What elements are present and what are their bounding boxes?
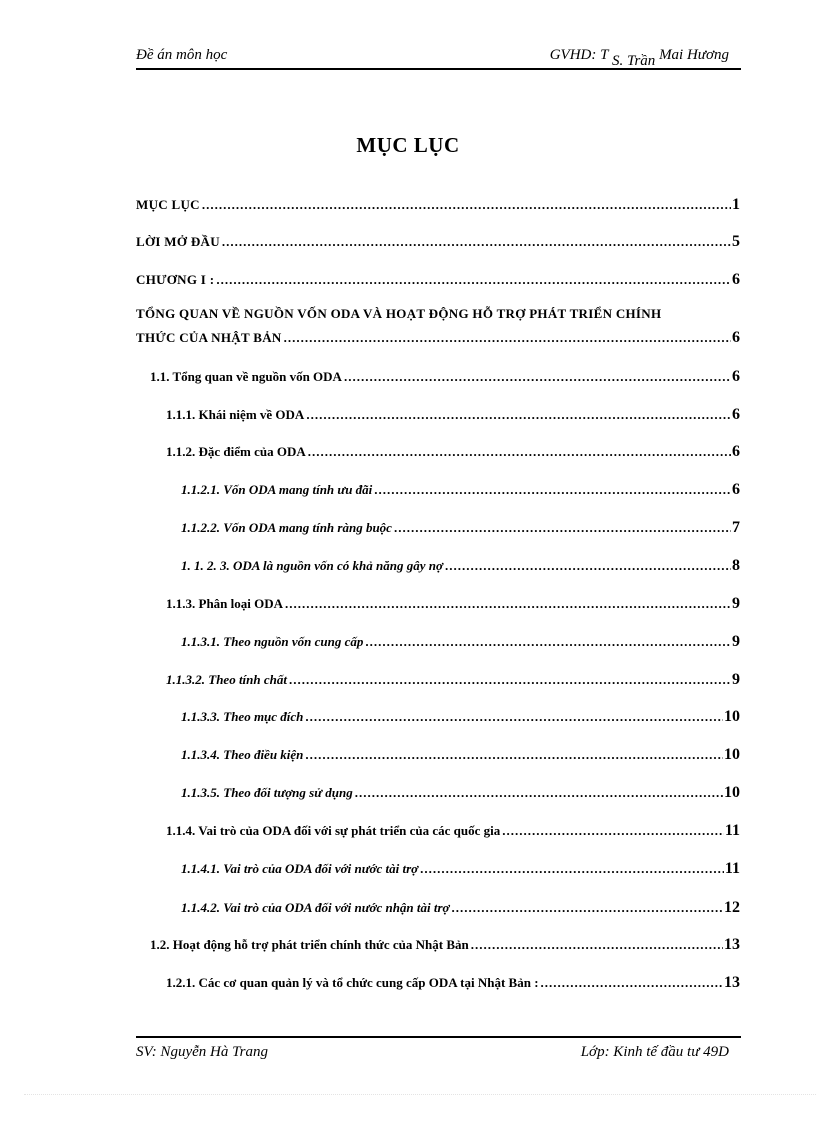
toc-page-number: 8 (732, 557, 740, 574)
toc-leader-dots (216, 272, 731, 288)
toc-entry-label: LỜI MỞ ĐẦU (136, 234, 220, 249)
toc-entry-label: 1.2.1. Các cơ quan quản lý và tổ chức cung cấp ODA tại Nhật Bản : (166, 975, 539, 990)
toc-page-number: 13 (724, 936, 740, 953)
toc-entry-label: 1.1.3.1. Theo nguồn vốn cung cấp (181, 634, 364, 649)
toc-entry-label: 1.1.3.4. Theo điều kiện (181, 747, 304, 762)
toc-entry-label: 1.2. Hoạt động hỗ trợ phát triển chính thức của Nhật Bản (150, 937, 469, 952)
toc-entry-label: 1.1.4.2. Vai trò của ODA đối với nước nhận tài trợ (181, 900, 450, 915)
header-supervisor (549, 47, 729, 69)
page-footer (136, 1036, 741, 1064)
toc-page-number: 9 (732, 671, 740, 688)
toc-entry[interactable] (136, 233, 740, 251)
toc-entry[interactable] (166, 595, 740, 613)
toc-entry[interactable] (136, 329, 740, 347)
toc-entry[interactable] (181, 784, 740, 802)
toc-page-number: 11 (724, 860, 740, 877)
toc-entry[interactable] (181, 746, 740, 764)
toc-entry-label: 1.1.1. Khái niệm về ODA (166, 407, 305, 422)
header-supervisor-sub: S. Trần (611, 53, 656, 69)
toc-entry-label: 1.1.2. Đặc điểm của ODA (166, 444, 306, 459)
toc-entry[interactable] (181, 860, 740, 878)
toc-page-number: 9 (732, 595, 740, 612)
toc-entry-label: MỤC LỤC (136, 197, 200, 212)
toc-leader-dots (305, 709, 723, 725)
toc-leader-dots (541, 975, 723, 991)
toc-leader-dots (394, 520, 731, 536)
toc-leader-dots (445, 558, 731, 574)
toc-leader-dots (344, 369, 731, 385)
toc-page-number: 10 (724, 746, 740, 763)
toc-entry-label: CHƯƠNG I : (136, 272, 215, 287)
toc-entry-label: 1.1.4. Vai trò của ODA đối với sự phát triển của các quốc gia (166, 823, 501, 838)
toc-leader-dots (308, 444, 731, 460)
page-bottom-divider (24, 1094, 816, 1095)
toc-leader-dots (202, 197, 731, 213)
toc-entry[interactable] (166, 443, 740, 461)
toc-entry-label: 1.1.4.1. Vai trò của ODA đối với nước tài trợ (181, 861, 419, 876)
toc-page-number: 10 (724, 708, 740, 725)
toc-entry[interactable] (166, 406, 740, 424)
toc-page-number: 13 (724, 974, 740, 991)
toc-entry-label: 1.1.3. Phân loại ODA (166, 596, 284, 611)
toc-entry[interactable] (181, 519, 740, 537)
toc-entry-label: 1.1.3.5. Theo đối tượng sử dụng (181, 785, 353, 800)
toc-page-number: 6 (732, 271, 740, 288)
toc-entry-label: 1. 1. 2. 3. ODA là nguồn vốn có khả năng gây nợ (181, 558, 443, 573)
toc-page-number: 6 (732, 481, 740, 498)
toc-leader-dots (305, 747, 723, 763)
toc-leader-dots (420, 861, 724, 877)
toc-entry[interactable] (181, 633, 740, 651)
toc-page-number: 7 (732, 519, 740, 536)
toc-entry-label: THỨC CỦA NHẬT BẢN (136, 330, 282, 345)
toc-leader-dots (502, 823, 724, 839)
toc-page-number: 12 (724, 899, 740, 916)
toc-page-number: 11 (724, 822, 740, 839)
toc-entry[interactable] (136, 271, 740, 289)
toc-leader-dots (222, 234, 731, 250)
toc-entry[interactable] (181, 708, 740, 726)
toc-page-number: 6 (732, 406, 740, 423)
header-supervisor-prefix: GVHD: T (549, 47, 609, 63)
toc-leader-dots (355, 785, 723, 801)
toc-entry-label: 1.1.3.3. Theo mục đích (181, 709, 304, 724)
toc-page-number: 6 (732, 443, 740, 460)
toc-entry-label: 1.1.2.2. Vốn ODA mang tính ràng buộc (181, 520, 392, 535)
toc-entry[interactable] (136, 196, 740, 214)
toc-entry[interactable] (166, 822, 740, 840)
page-title: MỤC LỤC (356, 133, 460, 157)
toc-entry[interactable] (166, 671, 740, 689)
toc-entry-label: 1.1.3.2. Theo tính chất (166, 672, 287, 687)
page-header (136, 44, 741, 70)
toc-leader-dots (365, 634, 731, 650)
toc-entry[interactable] (181, 557, 740, 575)
toc-page-number: 6 (732, 368, 740, 385)
toc-entry[interactable] (150, 936, 740, 954)
toc-entry[interactable] (166, 974, 740, 992)
toc-entry[interactable] (181, 481, 740, 499)
toc-page-number: 10 (724, 784, 740, 801)
toc-entry-label: 1.1.2.1. Vốn ODA mang tính ưu đãi (181, 482, 373, 497)
footer-student-name: SV: Nguyễn Hà Trang (136, 1044, 268, 1060)
toc-page-number: 1 (732, 196, 740, 213)
toc-entry-label: 1.1. Tổng quan về nguồn vốn ODA (150, 369, 342, 384)
toc-leader-dots (285, 596, 731, 612)
toc-entry[interactable] (181, 899, 740, 917)
toc-page-number: 6 (732, 329, 740, 346)
toc-leader-dots (306, 407, 731, 423)
header-course-label: Đề án môn học (136, 47, 228, 63)
header-supervisor-name: Mai Hương (659, 47, 729, 63)
toc-page-number: 9 (732, 633, 740, 650)
toc-leader-dots (289, 672, 731, 688)
toc-leader-dots (374, 482, 731, 498)
toc-leader-dots (471, 937, 723, 953)
toc-leader-dots (452, 900, 723, 916)
toc-page-number: 5 (732, 233, 740, 250)
footer-class-label: Lớp: Kinh tế đầu tư 49D (580, 1044, 729, 1060)
toc-entry[interactable] (150, 368, 740, 386)
toc-entry-label-line1: TỔNG QUAN VỀ NGUỒN VỐN ODA VÀ HOẠT ĐỘNG HỖ TRỢ PHÁT TRIỂN CHÍNH (136, 306, 662, 321)
toc-leader-dots (284, 330, 731, 346)
